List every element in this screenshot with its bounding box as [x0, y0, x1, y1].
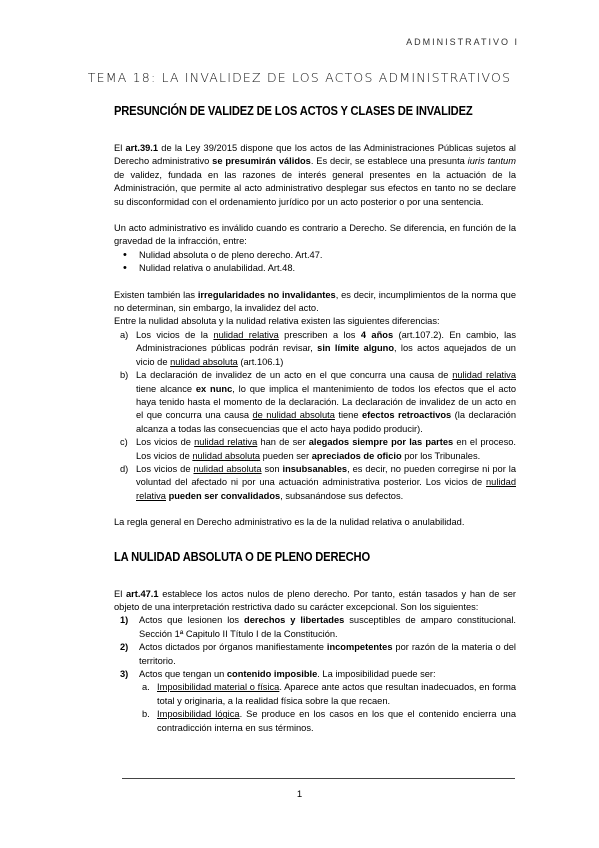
list-item: [114, 436, 516, 463]
list-item: [114, 463, 516, 503]
text-run: , los actos aquejados de un vicio de: [136, 343, 516, 367]
text-run: tiene: [334, 410, 362, 421]
list-item: • Nulidad relativa o anulabilidad. Art.48.: [114, 262, 516, 275]
list-item: • Nulidad absoluta o de pleno derecho. Art.47.: [114, 249, 516, 262]
text-run: (art.107.2). En cambio, las Administraciones públicas podrán revisar,: [136, 329, 517, 354]
paragraph-diferencias-intro: [114, 315, 516, 328]
text-run: pueden ser convalidados: [168, 490, 281, 501]
text-run: apreciados de oficio: [311, 450, 402, 461]
text-run: La regla general en Derecho administrativo es la de la nulidad relativa o anulabilidad.: [114, 517, 465, 528]
list-marker: c): [120, 437, 128, 448]
text-run: El: [114, 588, 126, 599]
list-marker: a): [120, 329, 129, 340]
list-item: [114, 614, 516, 641]
text-run: de validez, fundada en las razones de interés general presentes en la actuación de la Administración, que permite al acto administrativo desplegar sus efectos en tanto no se declare su disconformidad con el ordenamiento jurídico por un acto posterior o por una sentencia.: [114, 169, 516, 207]
text-run: Un acto administrativo es inválido cuando es contrario a Derecho. Se diferencia, en función de la gravedad de la infracción, entre:: [114, 223, 516, 247]
list-item-text: [136, 330, 516, 367]
text-run: , es decir, incumplimientos de la norma que no determinan, sin embargo, la invalidez del acto.: [114, 289, 516, 314]
text-run: derechos y libertades: [244, 615, 345, 626]
text-run: Imposibilidad lógica: [157, 709, 240, 720]
invalidity-types-list: [114, 249, 516, 276]
differences-list: [114, 329, 516, 503]
text-run: se presumirán válidos: [212, 156, 311, 167]
text-run: incompetentes: [326, 642, 393, 653]
text-run: , subsanándose sus defectos.: [280, 490, 404, 501]
list-item-text: [136, 437, 516, 460]
text-run: por los Tribunales.: [401, 450, 481, 461]
text-run: , lo que implica el mantenimiento de todos los efectos que el acto haya tenido hasta el momento de la declaración. La declaración de invalidez de un acto en el que concurra una causa: [136, 383, 516, 421]
text-run: susceptibles de amparo constitucional. Sección 1ª Capitulo II Título I de la Constitución.: [139, 615, 516, 639]
paragraph-irregularidades: [114, 289, 516, 316]
text-run: Actos que lesionen los: [139, 615, 245, 626]
list-marker: b): [120, 370, 129, 381]
list-item-text: [139, 669, 436, 679]
text-run: nulidad relativa: [452, 370, 516, 381]
text-run: , es decir, no pueden corregirse ni por la voluntad del afectado ni por una actuación administrativa posterior. Los vicios de: [136, 463, 517, 488]
text-run: art.39.1: [125, 143, 159, 153]
list-item-text: [139, 642, 516, 665]
text-run: (art.106.1): [237, 356, 284, 367]
list-item-text: [139, 615, 516, 638]
text-run: insubsanables: [282, 463, 348, 474]
text-run: tiene alcance: [136, 383, 196, 394]
paragraph-acto-invalido: [114, 222, 516, 249]
text-run: de la Ley 39/2015 dispone que los actos de las Administraciones Públicas sujetos al Derecho administrativo: [114, 143, 516, 167]
text-run: nulidad absoluta: [192, 450, 261, 461]
text-run: nulidad absoluta: [170, 356, 238, 367]
topic-title: TEMA 18: LA INVALIDEZ DE LOS ACTOS ADMINISTRATIVOS: [87, 70, 512, 85]
text-run: son: [261, 463, 283, 474]
text-run: Entre la nulidad absoluta y la nulidad relativa existen las siguientes diferencias:: [114, 316, 440, 327]
text-run: . Se produce en los casos en los que el contenido encierra una contradicción interna en sus términos.: [157, 709, 517, 733]
list-item: [114, 369, 516, 436]
text-run: pueden ser: [260, 450, 312, 461]
text-run: efectos retroactivos: [361, 410, 452, 421]
paragraph-art-39: [114, 142, 516, 209]
text-run: . Es decir, se establece una presunta: [310, 156, 468, 167]
list-item: [114, 708, 516, 735]
footer-rule: [122, 778, 515, 779]
text-run: por razón de la materia o del territorio.: [139, 642, 516, 666]
text-run: nulidad absoluta: [193, 463, 262, 474]
list-marker: 1): [120, 615, 129, 626]
list-marker: 3): [120, 669, 129, 679]
text-run: irregularidades no invalidantes: [197, 289, 336, 300]
section-heading-presuncion: PRESUNCIÓN DE VALIDEZ DE LOS ACTOS Y CLASES DE INVALIDEZ: [114, 103, 473, 118]
text-run: en el proceso. Los vicios de: [136, 437, 517, 461]
text-run: . Aparece ante actos que resultan inadecuados, en forma total y originaria, a la realidad física sobre la que recaen.: [157, 682, 516, 706]
list-item: [114, 681, 516, 708]
text-run: ex nunc: [195, 383, 233, 394]
list-item-text: [157, 709, 516, 732]
text-run: Imposibilidad material o física: [157, 682, 280, 693]
text-run: nulidad relativa: [194, 437, 258, 448]
text-run: alegados siempre por las partes: [308, 437, 454, 448]
text-run: han de ser: [257, 437, 309, 448]
list-marker: 2): [120, 642, 129, 653]
list-marker: b.: [142, 709, 150, 720]
list-item-text: [157, 682, 516, 705]
running-header: ADMINISTRATIVO I: [406, 37, 519, 47]
text-run: sin límite alguno: [317, 343, 395, 354]
text-run: 4 años: [360, 329, 394, 340]
list-item-text: [136, 464, 516, 501]
text-run: art.47.1: [125, 588, 159, 599]
text-run: Los vicios de: [136, 437, 195, 448]
page-number: 1: [296, 789, 303, 800]
text-run: prescriben a los: [278, 329, 361, 340]
paragraph-art-47: [114, 588, 516, 615]
list-marker: a.: [142, 682, 150, 693]
text-run: nulidad relativa: [213, 329, 279, 340]
list-marker: d): [120, 463, 129, 474]
list-item: [114, 641, 516, 668]
text-run: contenido imposible: [226, 669, 318, 679]
list-item: [114, 668, 516, 681]
text-run: El: [114, 143, 126, 153]
text-run: establece los actos nulos de pleno derecho. Por tanto, están tasados y han de ser objeto de una interpretación restrictiva dado su carácter excepcional. Son los siguientes:: [114, 588, 516, 612]
text-run: de nulidad absoluta: [252, 410, 335, 421]
page-content: [114, 104, 516, 735]
text-run: iuris tantum: [467, 156, 516, 167]
text-run: Actos dictados por órganos manifiestamente: [139, 642, 327, 653]
text-run: La declaración de invalidez de un acto en el que concurra una causa de: [136, 370, 453, 381]
text-run: nulidad relativa: [136, 477, 516, 501]
text-run: Los vicios de la: [136, 329, 214, 340]
text-run: Existen también las: [114, 289, 198, 300]
list-item: [114, 329, 516, 369]
paragraph-regla-general: [114, 516, 516, 529]
text-run: . La imposibilidad puede ser:: [317, 669, 436, 679]
null-acts-list: [114, 614, 516, 735]
text-run: (la declaración alcanza a todas las consecuencias que el acto haya podido producir).: [136, 410, 517, 434]
text-run: Los vicios de: [136, 463, 194, 474]
text-run: Actos que tengan un: [139, 669, 227, 679]
list-item-text: [136, 370, 516, 434]
section-heading-nulidad-absoluta: LA NULIDAD ABSOLUTA O DE PLENO DERECHO: [114, 548, 370, 564]
